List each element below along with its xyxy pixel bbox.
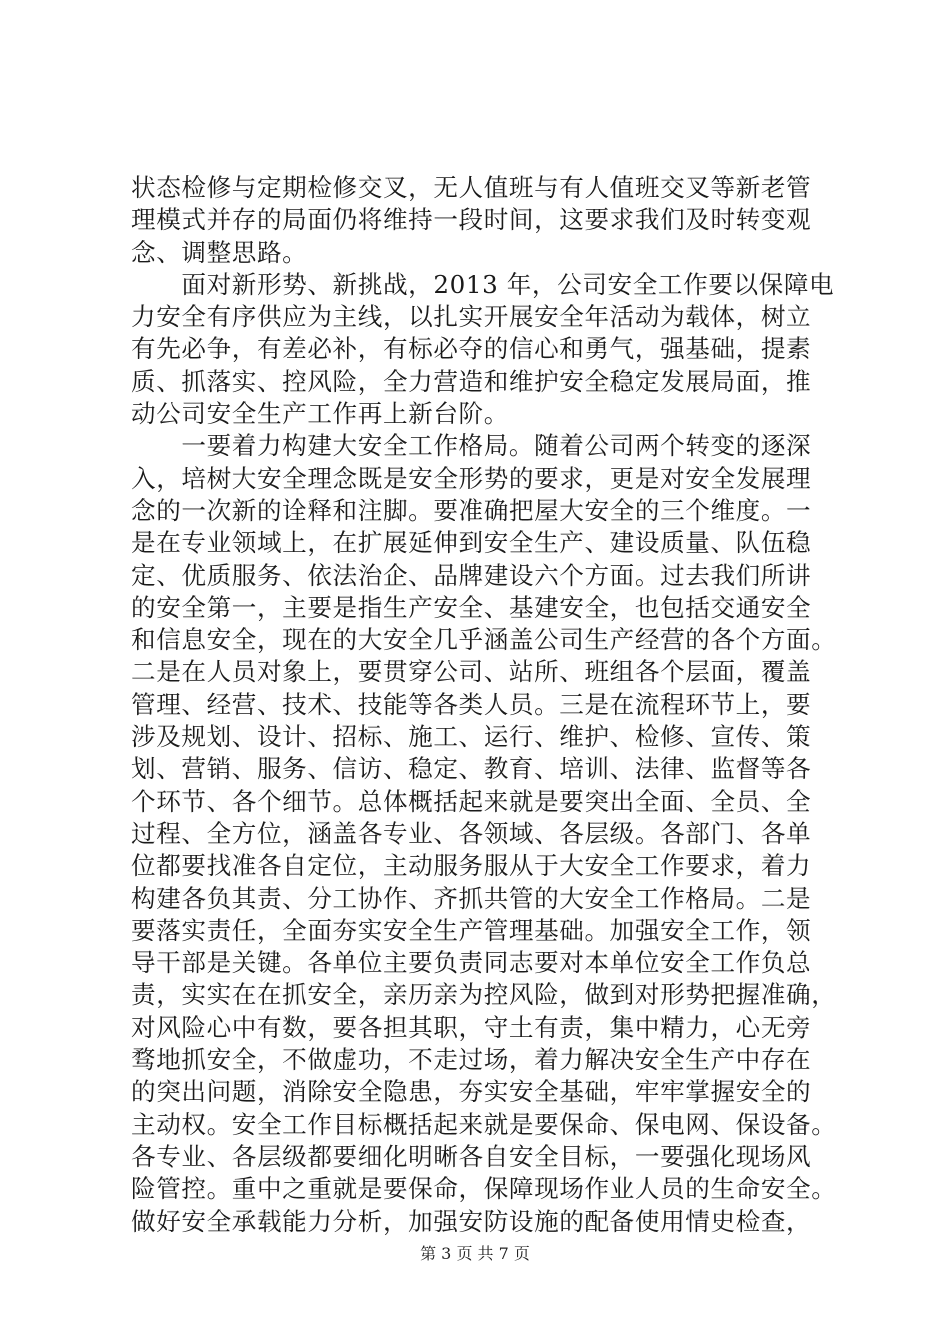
text-line: 质、抓落实、控风险，全力营造和维护安全稳定发展局面，推: [131, 366, 812, 396]
text-line: 对风险心中有数，要各担其职，守土有责，集中精力，心无旁: [131, 1012, 812, 1042]
text-line: 各专业、各层级都要细化明晰各自安全目标，一要强化现场风: [131, 1141, 812, 1171]
text-line: 过程、全方位，涵盖各专业、各领域、各层级。各部门、各单: [131, 818, 812, 848]
text-line: 面对新形势、新挑战，2013 年，公司安全工作要以保障电: [131, 269, 835, 299]
text-line: 是在专业领域上，在扩展延伸到安全生产、建设质量、队伍稳: [131, 528, 812, 558]
text-line: 划、营销、服务、信访、稳定、教育、培训、法律、监督等各: [131, 754, 812, 784]
text-line: 入，培树大安全理念既是安全形势的要求，更是对安全发展理: [131, 463, 812, 493]
text-line: 和信息安全，现在的大安全几乎涵盖公司生产经营的各个方面。: [131, 625, 837, 655]
text-line: 险管控。重中之重就是要保命，保障现场作业人员的生命安全。: [131, 1174, 837, 1204]
text-line: 导干部是关键。各单位主要负责同志要对本单位安全工作负总: [131, 948, 812, 978]
text-line: 管理、经营、技术、技能等各类人员。三是在流程环节上，要: [131, 689, 812, 719]
text-line: 念的一次新的诠释和注脚。要准确把屋大安全的三个维度。一: [131, 495, 812, 525]
text-line: 的安全第一，主要是指生产安全、基建安全，也包括交通安全: [131, 592, 812, 622]
text-line: 要落实责任，全面夯实安全生产管理基础。加强安全工作，领: [131, 915, 812, 945]
text-line: 力安全有序供应为主线，以扎实开展安全年活动为载体，树立: [131, 302, 812, 332]
text-line: 念、调整思路。: [131, 237, 308, 267]
text-line: 理模式并存的局面仍将维持一段时间，这要求我们及时转变观: [131, 205, 812, 235]
text-line: 个环节、各个细节。总体概括起来就是要突出全面、全员、全: [131, 786, 812, 816]
text-line: 骛地抓安全，不做虚功，不走过场，着力解决安全生产中存在: [131, 1045, 812, 1075]
text-line: 动公司安全生产工作再上新台阶。: [131, 399, 509, 429]
page-footer: [0, 1244, 950, 1264]
text-line: 位都要找准各自定位，主动服务服从于大安全工作要求，着力: [131, 851, 812, 881]
text-line: 主动权。安全工作目标概括起来就是要保命、保电网、保设备。: [131, 1109, 837, 1139]
text-line: 责，实实在在抓安全，亲历亲为控风险，做到对形势把握准确，: [131, 980, 837, 1010]
text-line: 一要着力构建大安全工作格局。随着公司两个转变的逐深: [131, 431, 812, 461]
text-line: 定、优质服务、依法治企、品牌建设六个方面。过去我们所讲: [131, 560, 812, 590]
text-line: 构建各负其责、分工协作、齐抓共管的大安全工作格局。二是: [131, 883, 812, 913]
text-line: 二是在人员对象上，要贯穿公司、站所、班组各个层面，覆盖: [131, 657, 812, 687]
page-number: 第 3 页 共 7 页: [420, 1244, 530, 1263]
text-line: 有先必争，有差必补，有标必夺的信心和勇气，强基础，提素: [131, 334, 812, 364]
text-line: 的突出问题，消除安全隐患，夯实安全基础，牢牢掌握安全的: [131, 1077, 812, 1107]
text-line: 状态检修与定期检修交叉，无人值班与有人值班交叉等新老管: [131, 173, 812, 202]
body-text: [131, 172, 837, 1238]
text-line: 涉及规划、设计、招标、施工、运行、维护、检修、宣传、策: [131, 722, 812, 752]
text-line: 做好安全承载能力分析，加强安防设施的配备使用情史检查，: [131, 1206, 812, 1236]
